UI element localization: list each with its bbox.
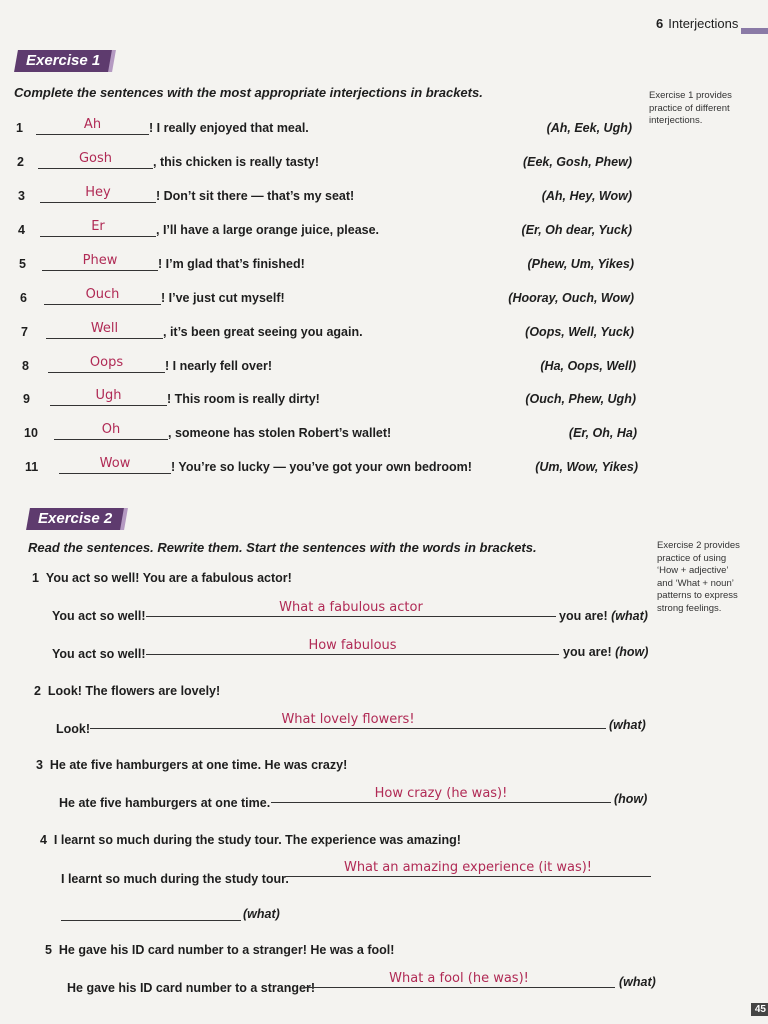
sentence-text: , I’ll have a large orange juice, please. — [156, 223, 380, 237]
answer-text: Ugh — [95, 388, 122, 403]
sentence-text: ! I’m glad that’s finished! — [158, 257, 305, 271]
question-2-prefix: Look! — [56, 722, 91, 736]
question-4-prefix: I learnt so much during the study tour. — [61, 872, 289, 886]
answer-blank[interactable] — [54, 422, 168, 440]
question-4-answer-line[interactable] — [285, 860, 651, 877]
answer-text: Oh — [101, 422, 121, 437]
question-5-answer: What a fool (he was)! — [389, 971, 529, 986]
question-4-hint: (what) — [243, 907, 280, 921]
answer-text: Ah — [83, 117, 102, 132]
chapter-header — [656, 16, 738, 31]
answer-text: Er — [91, 219, 105, 234]
answer-blank[interactable] — [48, 355, 165, 373]
item-number: 2 — [17, 155, 24, 169]
sentence-text: ! I nearly fell over! — [165, 359, 272, 373]
exercise-1-item — [21, 321, 634, 343]
chapter-number: 6 — [656, 16, 664, 31]
answer-text: Hey — [85, 185, 111, 200]
item-number: 5 — [19, 257, 26, 271]
exercise-1-item — [19, 253, 634, 275]
sentence-text: , this chicken is really tasty! — [153, 155, 320, 169]
question-1: 1 You act so well! You are a fabulous actor! — [32, 571, 292, 585]
question-1b-answer-line[interactable] — [146, 638, 559, 655]
question-5-prefix: He gave his ID card number to a stranger! — [67, 981, 315, 995]
question-1a-answer: What a fabulous actor — [279, 600, 423, 615]
item-number: 9 — [23, 392, 30, 406]
question-5-hint: (what) — [619, 975, 656, 989]
question-2: 2 Look! The flowers are lovely! — [34, 684, 221, 698]
options-text: (Phew, Um, Yikes) — [527, 257, 634, 271]
answer-blank[interactable] — [40, 185, 156, 203]
exercise-1-item — [20, 287, 634, 309]
header-bar — [741, 28, 768, 34]
sentence-text: ! This room is really dirty! — [167, 392, 320, 406]
question-4-second-line[interactable] — [61, 904, 241, 921]
exercise-1-item — [22, 355, 636, 377]
sentence-text: ! Don’t sit there — that’s my seat! — [156, 189, 355, 203]
question-3: 3 He ate five hamburgers at one time. He was crazy! — [36, 758, 348, 772]
exercise-1-item — [16, 117, 632, 139]
item-number: 1 — [16, 121, 23, 135]
answer-blank[interactable] — [46, 321, 163, 339]
sentence-text: ! I really enjoyed that meal. — [149, 121, 309, 135]
answer-text: Phew — [82, 253, 118, 268]
answer-text: Gosh — [78, 151, 113, 166]
question-1b-prefix: You act so well! — [52, 647, 146, 661]
options-text: (Er, Oh, Ha) — [568, 426, 637, 440]
answer-blank[interactable] — [59, 456, 171, 474]
exercise-1-item — [18, 185, 632, 207]
exercise-2-badge: Exercise 2 — [26, 508, 124, 530]
item-number: 7 — [21, 325, 28, 339]
answer-blank[interactable] — [44, 287, 161, 305]
options-text: (Eek, Gosh, Phew) — [522, 155, 632, 169]
item-number: 3 — [18, 189, 25, 203]
question-5-answer-line[interactable] — [303, 971, 615, 988]
exercise-1-item — [23, 388, 636, 410]
answer-blank[interactable] — [38, 151, 153, 169]
question-1b-answer: How fabulous — [308, 638, 397, 653]
exercise-1-item — [17, 151, 632, 173]
answer-text: Oops — [89, 355, 124, 370]
options-text: (Ouch, Phew, Ugh) — [525, 392, 636, 406]
answer-blank[interactable] — [36, 117, 149, 135]
exercise-1-item — [25, 456, 638, 478]
question-4: 4 I learnt so much during the study tour. The experience was amazing! — [40, 833, 461, 847]
question-1a-answer-line[interactable] — [146, 600, 556, 617]
options-text: (Hooray, Ouch, Wow) — [508, 291, 634, 305]
question-4-answer: What an amazing experience (it was)! — [343, 860, 593, 875]
exercise-1-sidenote: Exercise 1 provides practice of different interjections. — [649, 90, 732, 126]
item-number: 11 — [25, 460, 39, 474]
options-text: (Er, Oh dear, Yuck) — [521, 223, 632, 237]
page-number: 45 — [751, 1003, 768, 1016]
exercise-1-item — [24, 422, 637, 444]
chapter-name: Interjections — [668, 16, 739, 31]
question-5: 5 He gave his ID card number to a stranger! He was a fool! — [45, 943, 395, 957]
options-text: (Ah, Hey, Wow) — [541, 189, 632, 203]
item-number: 8 — [22, 359, 29, 373]
exercise-2-instruction: Read the sentences. Rewrite them. Start the sentences with the words in brackets. — [28, 540, 537, 555]
item-number: 10 — [24, 426, 38, 440]
sentence-text: ! I’ve just cut myself! — [161, 291, 285, 305]
question-1a-suffix: you are! (what) — [559, 609, 648, 623]
question-2-answer: What lovely flowers! — [281, 712, 415, 727]
question-3-hint: (how) — [614, 792, 648, 806]
options-text: (Ha, Oops, Well) — [540, 359, 636, 373]
sentence-text: , it’s been great seeing you again. — [163, 325, 363, 339]
exercise-2-sidenote: Exercise 2 provides practice of using ‘How + adjective’ and ‘What + noun’ patterns to express strong feelings. — [657, 540, 740, 614]
sentence-text: ! You’re so lucky — you’ve got your own bedroom! — [171, 460, 472, 474]
question-3-prefix: He ate five hamburgers at one time. — [59, 796, 271, 810]
answer-blank[interactable] — [50, 388, 167, 406]
item-number: 6 — [20, 291, 27, 305]
exercise-1-badge: Exercise 1 — [14, 50, 112, 72]
question-3-answer: How crazy (he was)! — [374, 786, 508, 801]
answer-text: Well — [90, 321, 119, 336]
options-text: (Um, Wow, Yikes) — [535, 460, 638, 474]
question-2-answer-line[interactable] — [90, 712, 606, 729]
answer-text: Ouch — [85, 287, 120, 302]
exercise-1-instruction: Complete the sentences with the most appropriate interjections in brackets. — [14, 85, 483, 100]
options-text: (Ah, Eek, Ugh) — [546, 121, 632, 135]
question-2-hint: (what) — [609, 718, 646, 732]
sentence-text: , someone has stolen Robert’s wallet! — [168, 426, 392, 440]
answer-blank[interactable] — [42, 253, 158, 271]
question-3-answer-line[interactable] — [271, 786, 611, 803]
question-1a-prefix: You act so well! — [52, 609, 146, 623]
answer-text: Wow — [99, 456, 131, 471]
answer-blank[interactable] — [40, 219, 156, 237]
question-1b-suffix: you are! (how) — [563, 645, 649, 659]
options-text: (Oops, Well, Yuck) — [525, 325, 634, 339]
item-number: 4 — [18, 223, 25, 237]
exercise-1-item — [18, 219, 632, 241]
